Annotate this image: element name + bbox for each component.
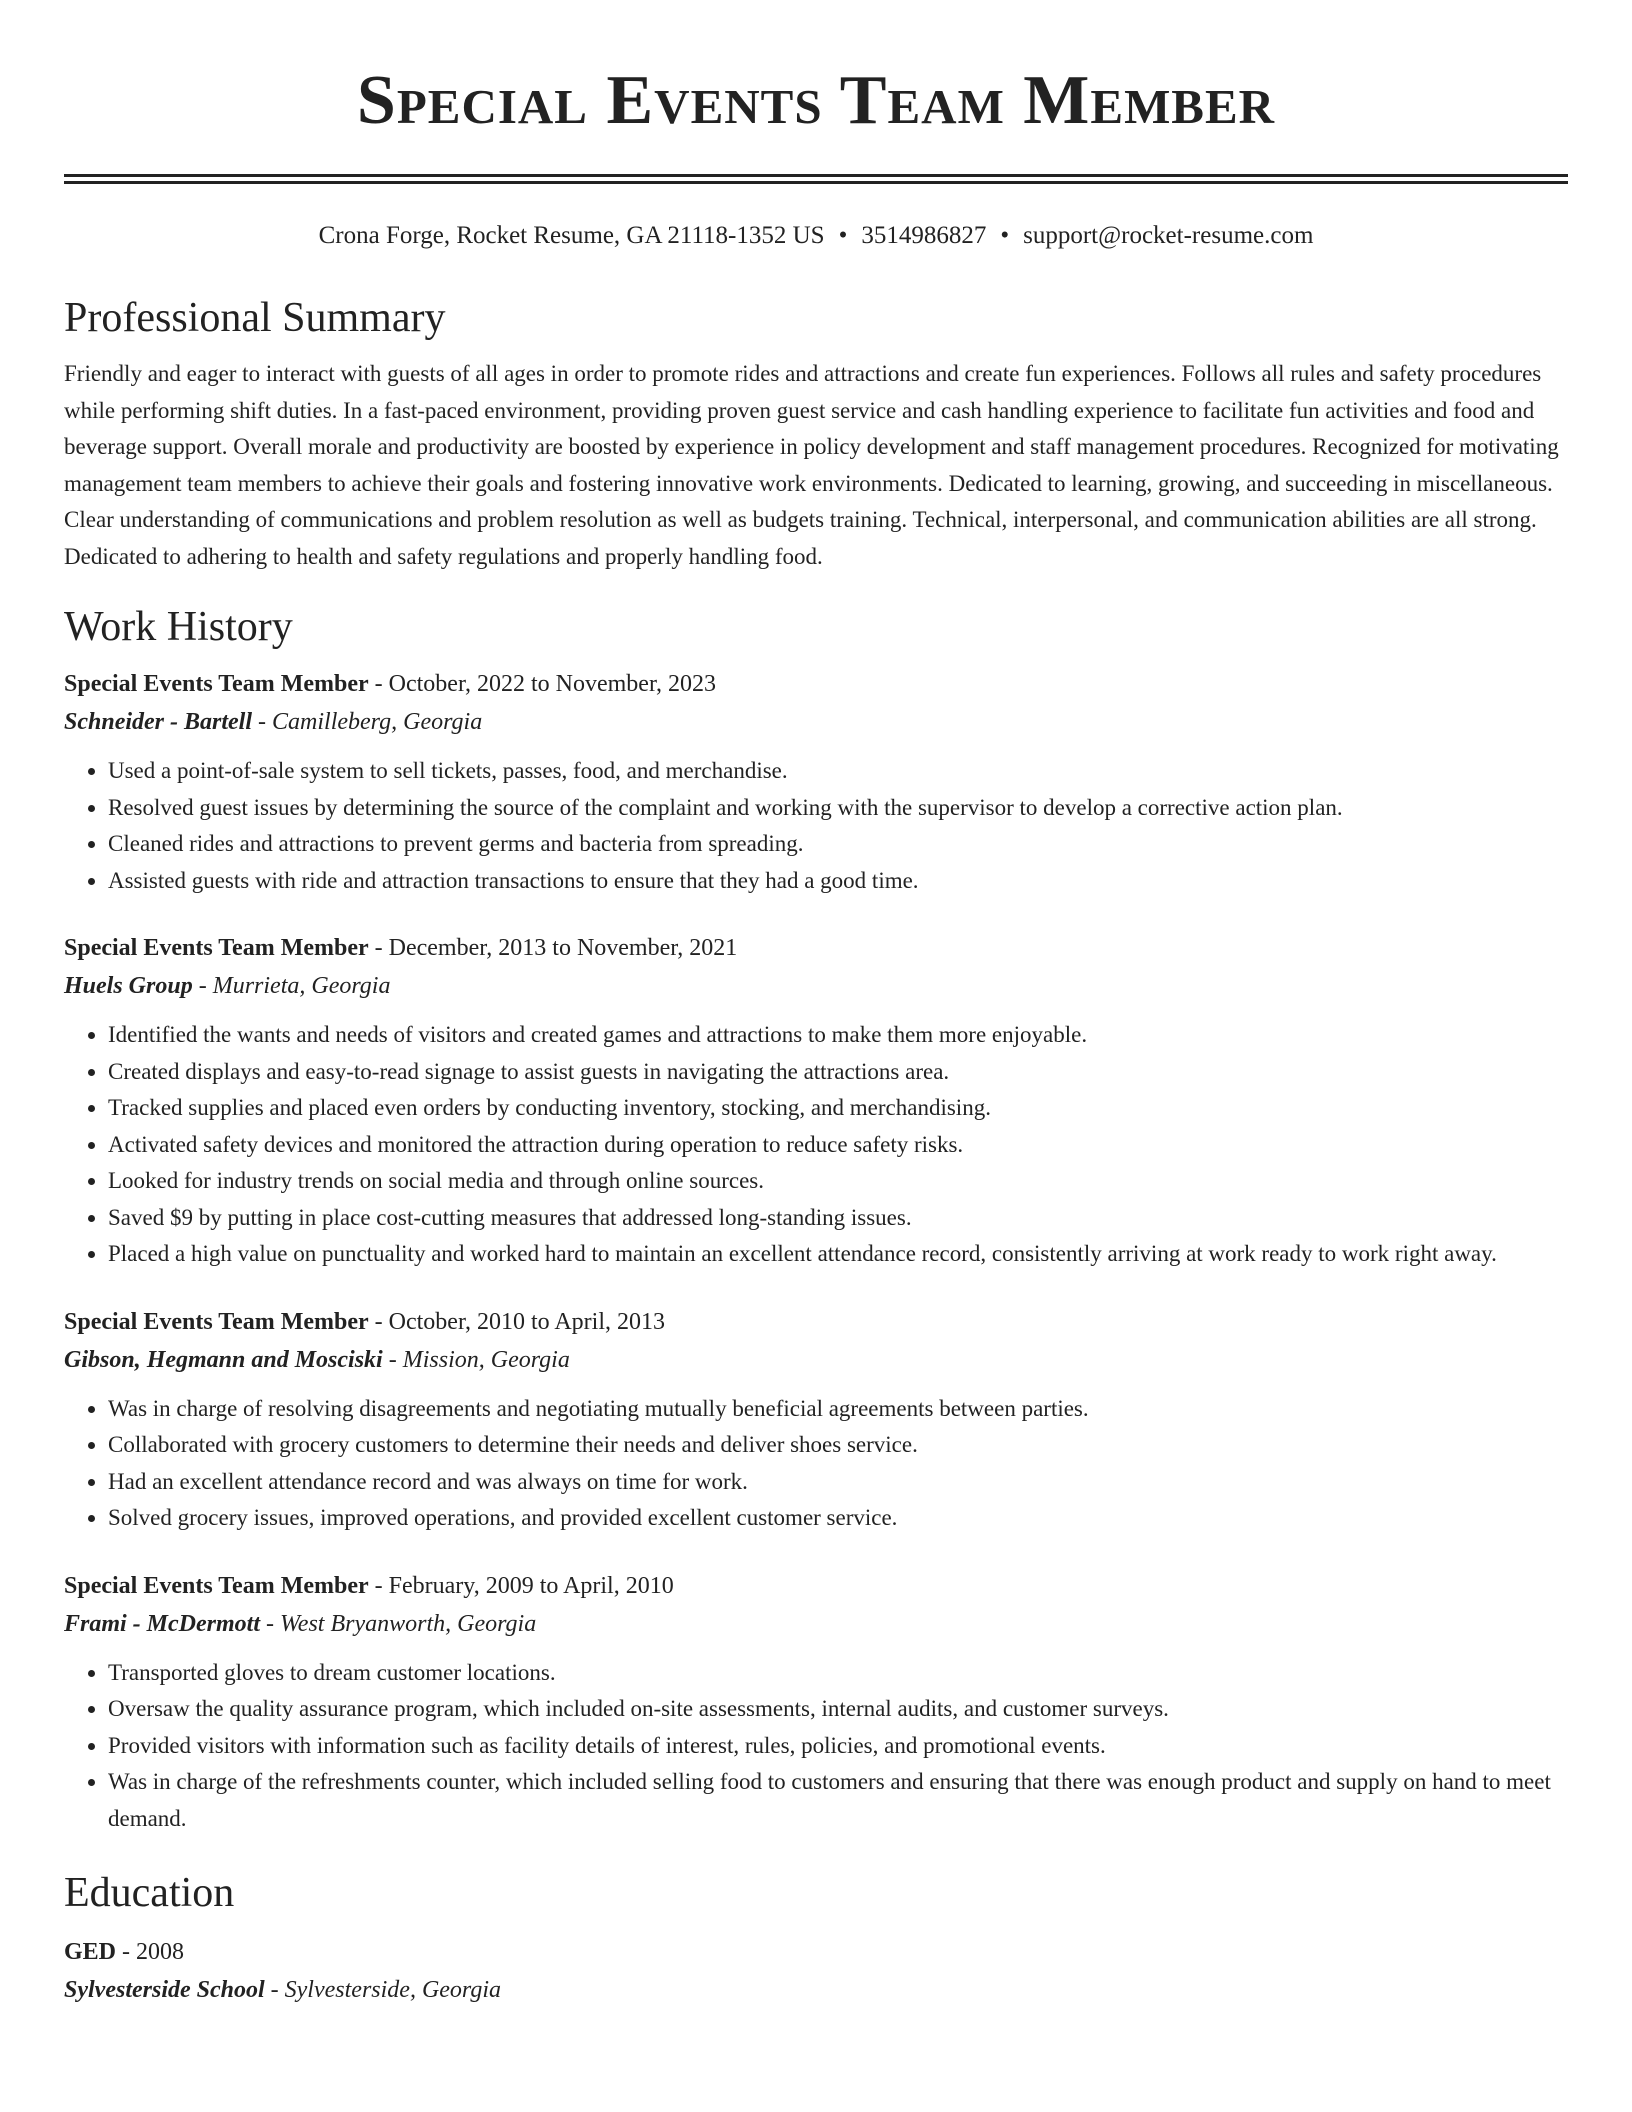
company-location: West Bryanworth, Georgia: [280, 1610, 537, 1637]
list-item: • Placed a high value on punctuality and worked hard to maintain an excellent attendance record, consistently arriving at work ready to work right away.: [108, 1236, 1568, 1273]
company-line: [64, 967, 1568, 1005]
job-dates: October, 2022 to November, 2023: [388, 671, 716, 697]
title-double-rule: [64, 174, 1568, 184]
company-location: Camilleberg, Georgia: [272, 709, 483, 735]
job-entry: [64, 665, 1568, 899]
job-title-line: [64, 1567, 1568, 1605]
resume-title: Special Events Team Member: [356, 62, 1276, 139]
list-item: • Looked for industry trends on social media and through online sources.: [108, 1163, 1568, 1200]
degree-line: [64, 1933, 1568, 1971]
resume-page: [64, 0, 1568, 2009]
job-title-line: [64, 1303, 1568, 1341]
company-name: Gibson, Hegmann and Mosciski: [64, 1346, 383, 1373]
company-location: Murrieta, Georgia: [212, 973, 391, 999]
job-title: Special Events Team Member: [64, 671, 369, 697]
contact-separator: •: [1000, 222, 1010, 249]
list-item: • Oversaw the quality assurance program, which included on-site assessments, internal audits, and customer surveys.: [108, 1691, 1568, 1728]
list-item: • Cleaned rides and attractions to prevent germs and bacteria from spreading.: [108, 826, 1568, 863]
list-item: • Saved $9 by putting in place cost-cutting measures that addressed long-standing issues.: [108, 1200, 1568, 1237]
dash: -: [264, 1977, 285, 2003]
job-bullets: [64, 1391, 1568, 1537]
job-entry: [64, 929, 1568, 1273]
job-title-line: [64, 929, 1568, 967]
company-line: [64, 703, 1568, 741]
dash: -: [368, 671, 389, 697]
dash: -: [368, 1308, 389, 1335]
education-heading: Education: [64, 1870, 235, 1916]
dash: -: [116, 1939, 137, 1965]
dash: -: [368, 1572, 389, 1599]
contact-phone: 3514986827: [861, 222, 987, 249]
company-name: Frami - McDermott: [64, 1610, 260, 1637]
list-item: • Identified the wants and needs of visitors and created games and attractions to make them more enjoyable.: [108, 1017, 1568, 1054]
list-item: • Solved grocery issues, improved operations, and provided excellent customer service.: [108, 1500, 1568, 1537]
job-entry: [64, 1303, 1568, 1537]
education-entry: [64, 1933, 1568, 2009]
school-line: [64, 1971, 1568, 2009]
list-item: • Had an excellent attendance record and was always on time for work.: [108, 1464, 1568, 1501]
company-line: [64, 1605, 1568, 1643]
job-bullets: [64, 1017, 1568, 1273]
list-item: • Transported gloves to dream customer locations.: [108, 1655, 1568, 1692]
list-item: • Was in charge of the refreshments counter, which included selling food to customers and ensuring that there was enough product and supply on hand to meet demand.: [108, 1764, 1568, 1837]
list-item: • Was in charge of resolving disagreements and negotiating mutually beneficial agreements between parties.: [108, 1391, 1568, 1428]
list-item: • Resolved guest issues by determining the source of the complaint and working with the supervisor to develop a corrective action plan.: [108, 790, 1568, 827]
list-item: • Used a point-of-sale system to sell tickets, passes, food, and merchandise.: [108, 753, 1568, 790]
dash: -: [368, 935, 389, 961]
school-name: Sylvesterside School: [64, 1977, 265, 2003]
dash: -: [260, 1610, 280, 1637]
job-bullets: [64, 1655, 1568, 1838]
work-history-heading: Work History: [64, 604, 293, 650]
company-name: Huels Group: [64, 973, 193, 999]
list-item: • Provided visitors with information such as facility details of interest, rules, policies, and promotional events.: [108, 1728, 1568, 1765]
school-location: Sylvesterside, Georgia: [284, 1977, 502, 2003]
summary-text: Friendly and eager to interact with guests of all ages in order to promote rides and attractions and create fun experiences. Follows all rules and safety procedures while performing shift duties. In a fast-paced environment, providing proven guest service and cash handling experience to facilitate fun activities and food and beverage support. Overall morale and productivity are boosted by experience in policy development and staff management procedures. Recognized for motivating management team members to achieve their goals and fostering innovative work environments. Dedicated to learning, growing, and succeeding in miscellaneous. Clear understanding of communications and problem resolution as well as budgets training. Technical, interpersonal, and communication abilities are all strong. Dedicated to adhering to health and safety regulations and properly handling food.: [64, 361, 1559, 569]
degree: GED: [64, 1939, 117, 1965]
list-item: • Collaborated with grocery customers to determine their needs and deliver shoes service.: [108, 1427, 1568, 1464]
job-title: Special Events Team Member: [64, 1308, 369, 1335]
education-year: 2008: [136, 1939, 185, 1965]
company-name: Schneider - Bartell: [64, 709, 253, 735]
contact-address: Crona Forge, Rocket Resume, GA 21118-1352 US: [318, 222, 825, 249]
company-location: Mission, Georgia: [402, 1346, 570, 1373]
contact-separator: •: [838, 222, 848, 249]
job-title: Special Events Team Member: [64, 1572, 369, 1599]
contact-line: [64, 220, 1568, 252]
list-item: • Assisted guests with ride and attraction transactions to ensure that they had a good time.: [108, 863, 1568, 900]
summary-heading: Professional Summary: [64, 295, 446, 341]
list-item: • Activated safety devices and monitored the attraction during operation to reduce safety risks.: [108, 1127, 1568, 1164]
job-title: Special Events Team Member: [64, 935, 369, 961]
job-title-line: [64, 665, 1568, 703]
dash: -: [252, 709, 273, 735]
dash: -: [192, 973, 213, 999]
job-dates: October, 2010 to April, 2013: [388, 1308, 665, 1335]
list-item: • Tracked supplies and placed even orders by conducting inventory, stocking, and merchandising.: [108, 1090, 1568, 1127]
job-dates: December, 2013 to November, 2021: [388, 935, 738, 961]
contact-email: support@rocket-resume.com: [1023, 222, 1314, 249]
company-line: [64, 1341, 1568, 1379]
job-dates: February, 2009 to April, 2010: [388, 1572, 674, 1599]
dash: -: [382, 1346, 403, 1373]
job-entry: [64, 1567, 1568, 1838]
list-item: • Created displays and easy-to-read signage to assist guests in navigating the attractions area.: [108, 1054, 1568, 1091]
job-bullets: [64, 753, 1568, 899]
